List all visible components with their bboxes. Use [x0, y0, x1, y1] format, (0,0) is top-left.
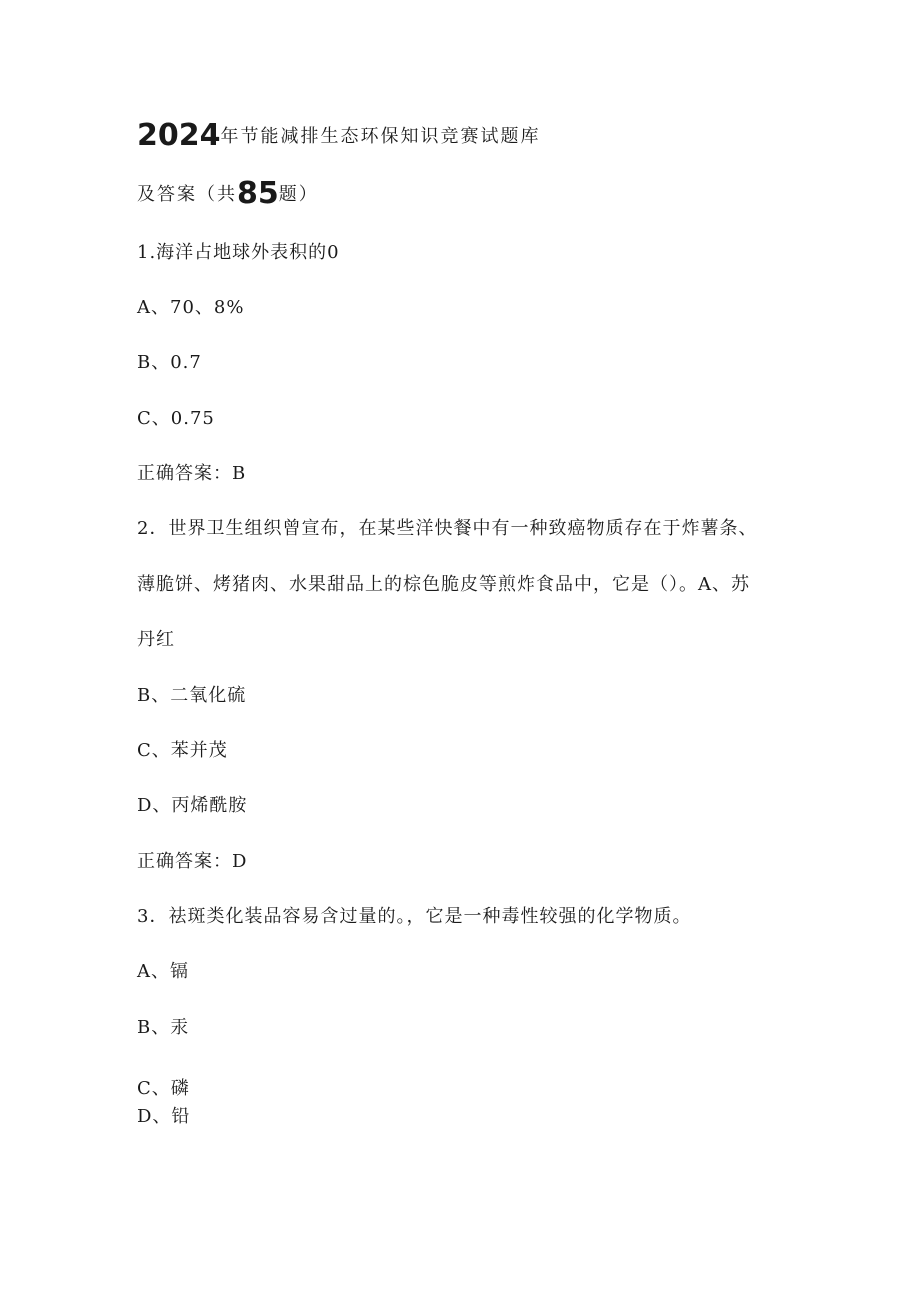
question-2-option-c: C、苯并茂	[137, 740, 228, 761]
question-1-option-a: A、70、8%	[137, 297, 245, 318]
document-title-line-1	[137, 118, 541, 153]
title-count: 85	[237, 176, 279, 211]
question-2-stem-line-3: 丹红	[137, 629, 175, 650]
question-2-stem-line-1: 2．世界卫生组织曾宣布，在某些洋快餐中有一种致癌物质存在于炸薯条、	[137, 518, 758, 539]
title-text: 年节能减排生态环保知识竞赛试题库	[220, 126, 541, 147]
question-3-option-a: A、镉	[137, 961, 189, 982]
question-2-option-d: D、丙烯酰胺	[137, 795, 248, 816]
question-3-option-d: D、铅	[137, 1106, 191, 1127]
title-suffix: 题）	[278, 184, 319, 205]
question-3-option-b: B、汞	[137, 1017, 190, 1038]
question-2-stem-line-2: 薄脆饼、烤猪肉、水果甜品上的棕色脆皮等煎炸食品中，它是（）。A、苏	[137, 574, 750, 595]
question-1-option-c: C、0.75	[137, 408, 215, 429]
question-2-option-b: B、二氧化硫	[137, 685, 247, 706]
title-year: 2024	[137, 118, 221, 153]
question-1-option-b: B、0.7	[137, 352, 202, 373]
title-prefix: 及答案（共	[137, 184, 237, 205]
question-2-answer: 正确答案：D	[137, 851, 248, 872]
question-1-answer: 正确答案：B	[137, 463, 247, 484]
question-3-stem: 3．祛斑类化装品容易含过量的。，它是一种毒性较强的化学物质。	[137, 906, 692, 927]
question-3-option-c: C、磷	[137, 1078, 190, 1099]
document-title-line-2	[137, 176, 319, 211]
question-1-stem: 1.海洋占地球外表积的0	[137, 242, 340, 263]
